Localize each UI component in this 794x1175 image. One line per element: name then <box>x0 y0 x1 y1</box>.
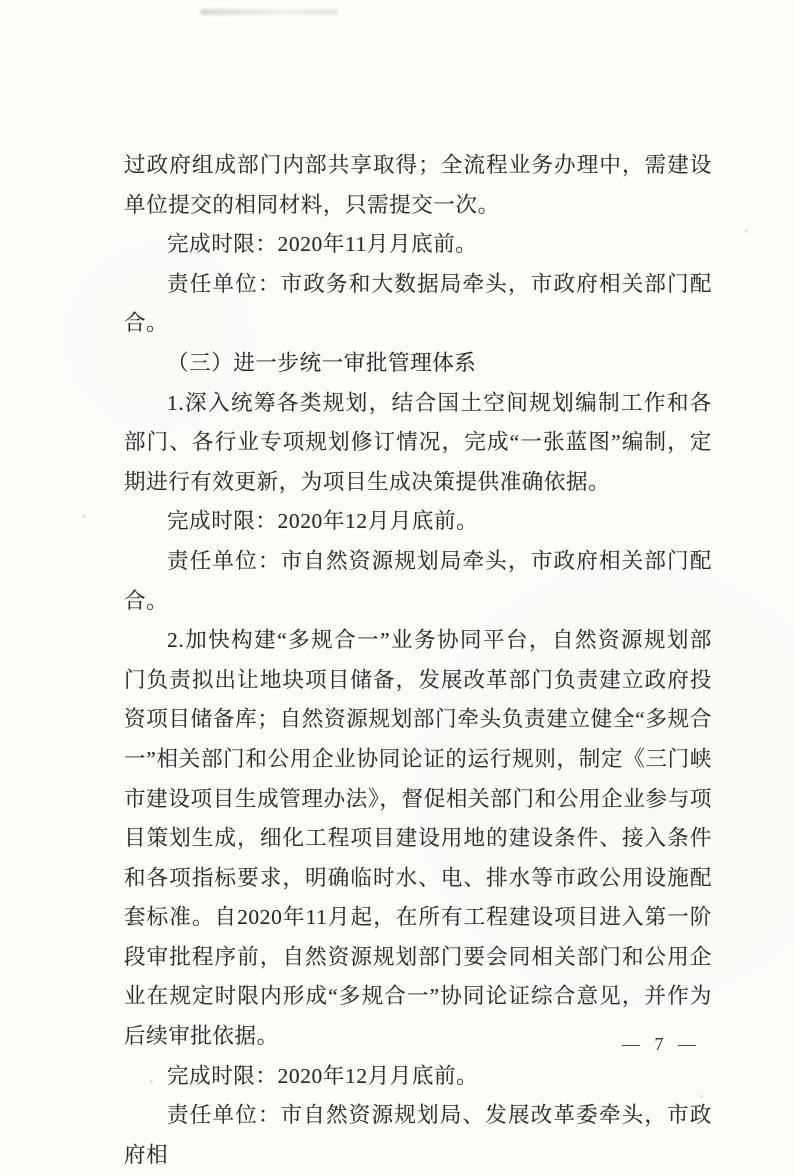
paragraph-responsible-unit-2: 责任单位：市自然资源规划局牵头，市政府相关部门配合。 <box>124 548 712 613</box>
scan-smudge <box>200 9 338 15</box>
paragraph-responsible-unit-3: 责任单位：市自然资源规划局、发展改革委牵头，市政府相 <box>124 1103 712 1167</box>
paragraph-item-2: 2.加快构建“多规合一”业务协同平台，自然资源规划部门负责拟出让地块项目储备，发展改革部门负责建立政府投资项目储备库；自然资源规划部门牵头负责建立健全“多规合一”相关部门和公用企业协同论证的运行规则，制定《三门峡市建设项目生成管理办法》，督促相关部门和公用企业参与项目策划生成，细化工程项目建设用地的建设条件、接入条件和各项指标要求，明确临时水、电、排水等市政公用设施配套标准。自2020年11月起，在所有工程建设项目进入第一阶段审批程序前，自然资源规划部门要会同相关部门和公用企业在规定时限内形成“多规合一”协同论证综合意见，并作为后续审批依据。 <box>124 628 712 1049</box>
scan-speck <box>83 515 86 518</box>
paragraph-continuation: 过政府组成部门内部共享取得；全流程业务办理中，需建设单位提交的相同材料，只需提交一次。 <box>124 153 712 217</box>
scan-speck <box>745 230 748 233</box>
document-body <box>124 146 712 1175</box>
paragraph-deadline-1: 完成时限：2020年11月月底前。 <box>167 232 478 257</box>
paragraph-responsible-unit-1: 责任单位：市政务和大数据局牵头，市政府相关部门配合。 <box>124 271 712 336</box>
section-heading-3: （三）进一步统一审批管理体系 <box>167 350 477 375</box>
page-number: — 7 — <box>622 1034 701 1054</box>
paragraph-deadline-3: 完成时限：2020年12月月底前。 <box>167 1063 479 1088</box>
paragraph-deadline-2: 完成时限：2020年12月月底前。 <box>167 509 479 534</box>
paragraph-item-1: 1.深入统筹各类规划，结合国土空间规划编制工作和各部门、各行业专项规划修订情况，完成“一张蓝图”编制，定期进行有效更新，为项目生成决策提供准确依据。 <box>124 390 712 494</box>
